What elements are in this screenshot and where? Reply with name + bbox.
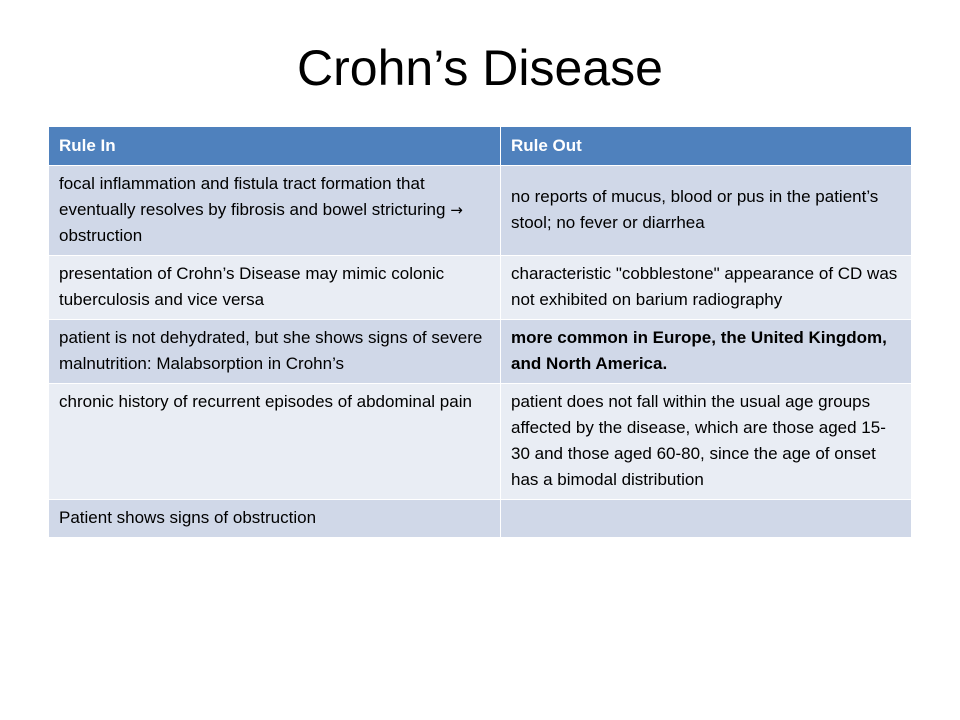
- rule-in-text-suffix: obstruction: [59, 226, 143, 245]
- rule-in-cell: chronic history of recurrent episodes of abdominal pain: [49, 384, 501, 500]
- header-rule-in: Rule In: [49, 127, 501, 166]
- rule-out-cell: [501, 500, 912, 538]
- table-row: [49, 256, 912, 320]
- rule-out-cell: characteristic "cobblestone" appearance of CD was not exhibited on barium radiography: [501, 256, 912, 320]
- rule-in-cell: Patient shows signs of obstruction: [49, 500, 501, 538]
- table-row: [49, 384, 912, 500]
- rule-out-cell: patient does not fall within the usual age groups affected by the disease, which are those aged 15-30 and those aged 60-80, since the age of onset has a bimodal distribution: [501, 384, 912, 500]
- rule-table-container: [48, 126, 912, 538]
- rule-out-cell: no reports of mucus, blood or pus in the patient’s stool; no fever or diarrhea: [501, 166, 912, 256]
- table-row: [49, 166, 912, 256]
- table-header-row: [49, 127, 912, 166]
- right-arrow-icon: →: [450, 201, 463, 219]
- rule-table: [48, 126, 912, 538]
- rule-in-text: focal inflammation and fistula tract formation that eventually resolves by fibrosis and bowel stricturing: [59, 174, 446, 219]
- rule-out-cell: more common in Europe, the United Kingdom, and North America.: [501, 320, 912, 384]
- rule-in-cell: [49, 166, 501, 256]
- table-row: [49, 500, 912, 538]
- header-rule-out: Rule Out: [501, 127, 912, 166]
- table-row: [49, 320, 912, 384]
- slide-title: Crohn’s Disease: [297, 40, 663, 96]
- rule-in-cell: patient is not dehydrated, but she shows signs of severe malnutrition: Malabsorption in Crohn’s: [49, 320, 501, 384]
- rule-in-cell: presentation of Crohn’s Disease may mimic colonic tuberculosis and vice versa: [49, 256, 501, 320]
